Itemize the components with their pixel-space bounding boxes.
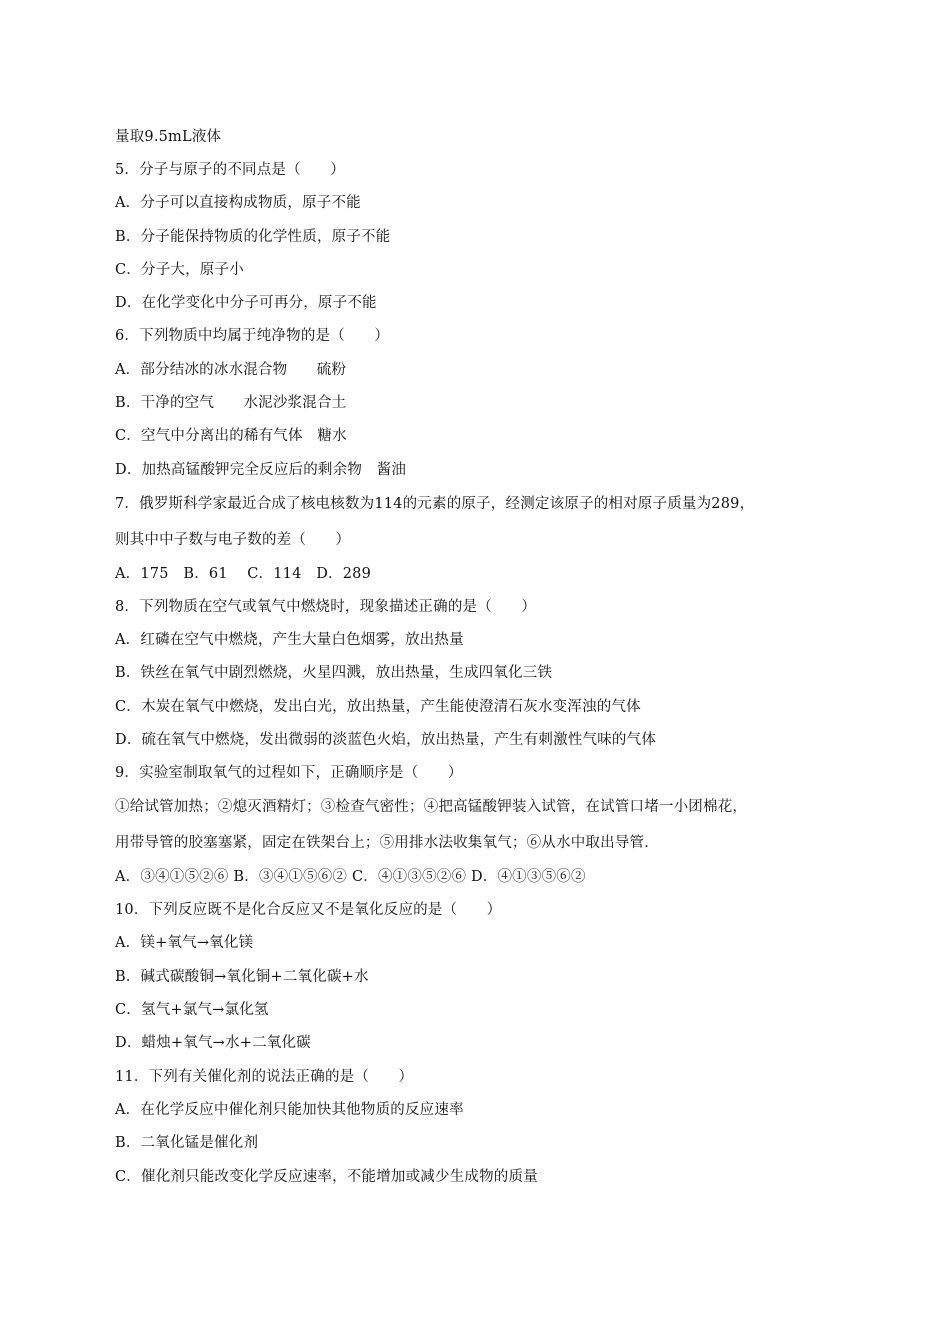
text-line: 量取9.5mL液体 bbox=[115, 129, 222, 145]
question-6-option-c: C．空气中分离出的稀有气体 糖水 bbox=[115, 428, 347, 444]
question-10-option-b: B．碱式碳酸铜→氧化铜+二氧化碳+水 bbox=[115, 969, 369, 985]
question-5-option-c: C．分子大，原子小 bbox=[115, 262, 244, 278]
question-11-option-a: A．在化学反应中催化剂只能加快其他物质的反应速率 bbox=[115, 1102, 464, 1118]
question-6-option-a: A．部分结冰的冰水混合物 硫粉 bbox=[115, 362, 347, 378]
question-10-option-d: D．蜡烛+氧气→水+二氧化碳 bbox=[115, 1035, 311, 1051]
question-8-option-d: D．硫在氧气中燃烧，发出微弱的淡蓝色火焰，放出热量，产生有刺激性气味的气体 bbox=[115, 732, 657, 748]
question-9-steps-cont: 用带导管的胶塞塞紧，固定在铁架台上；⑤用排水法收集氧气；⑥从水中取出导管． bbox=[115, 835, 659, 851]
question-7-stem-cont: 则其中中子数与电子数的差（ ） bbox=[115, 532, 351, 548]
question-11-stem: 11．下列有关催化剂的说法正确的是（ ） bbox=[115, 1069, 414, 1085]
question-9-options: A．③④①⑤②⑥ B．③④①⑤⑥② C．④①③⑤②⑥ D．④①③⑤⑥② bbox=[115, 869, 586, 885]
question-8-stem: 8．下列物质在空气或氧气中燃烧时，现象描述正确的是（ ） bbox=[115, 599, 537, 615]
question-11-option-b: B．二氧化锰是催化剂 bbox=[115, 1135, 259, 1151]
question-6-option-b: B．干净的空气 水泥沙浆混合土 bbox=[115, 395, 347, 411]
question-7-options: A．175 B．61 C．114 D．289 bbox=[115, 566, 372, 582]
question-10-stem: 10．下列反应既不是化合反应又不是氧化反应的是（ ） bbox=[115, 902, 502, 918]
question-11-option-c: C．催化剂只能改变化学反应速率，不能增加或减少生成物的质量 bbox=[115, 1169, 538, 1185]
question-8-option-b: B．铁丝在氧气中剧烈燃烧，火星四溅，放出热量，生成四氧化三铁 bbox=[115, 665, 553, 681]
question-5-option-b: B．分子能保持物质的化学性质，原子不能 bbox=[115, 229, 391, 245]
question-6-option-d: D．加热高锰酸钾完全反应后的剩余物 酱油 bbox=[115, 462, 407, 478]
question-5-option-a: A．分子可以直接构成物质，原子不能 bbox=[115, 195, 361, 211]
question-6-stem: 6．下列物质中均属于纯净物的是（ ） bbox=[115, 328, 390, 344]
question-10-option-a: A．镁+氧气→氧化镁 bbox=[115, 935, 254, 951]
question-7-stem: 7．俄罗斯科学家最近合成了核电核数为114的元素的原子，经测定该原子的相对原子质量为289， bbox=[115, 496, 755, 512]
question-5-stem: 5．分子与原子的不同点是（ ） bbox=[115, 162, 345, 178]
question-5-option-d: D．在化学变化中分子可再分，原子不能 bbox=[115, 295, 377, 311]
question-10-option-c: C．氢气+氯气→氯化氢 bbox=[115, 1002, 269, 1018]
question-9-steps: ①给试管加热；②熄灭酒精灯；③检查气密性；④把高锰酸钾装入试管，在试管口堵一小团棉花， bbox=[115, 799, 748, 815]
question-8-option-a: A．红磷在空气中燃烧，产生大量白色烟雾，放出热量 bbox=[115, 632, 464, 648]
question-9-stem: 9．实验室制取氧气的过程如下，正确顺序是（ ） bbox=[115, 765, 463, 781]
question-8-option-c: C．木炭在氧气中燃烧，发出白光，放出热量，产生能使澄清石灰水变浑浊的气体 bbox=[115, 699, 641, 715]
